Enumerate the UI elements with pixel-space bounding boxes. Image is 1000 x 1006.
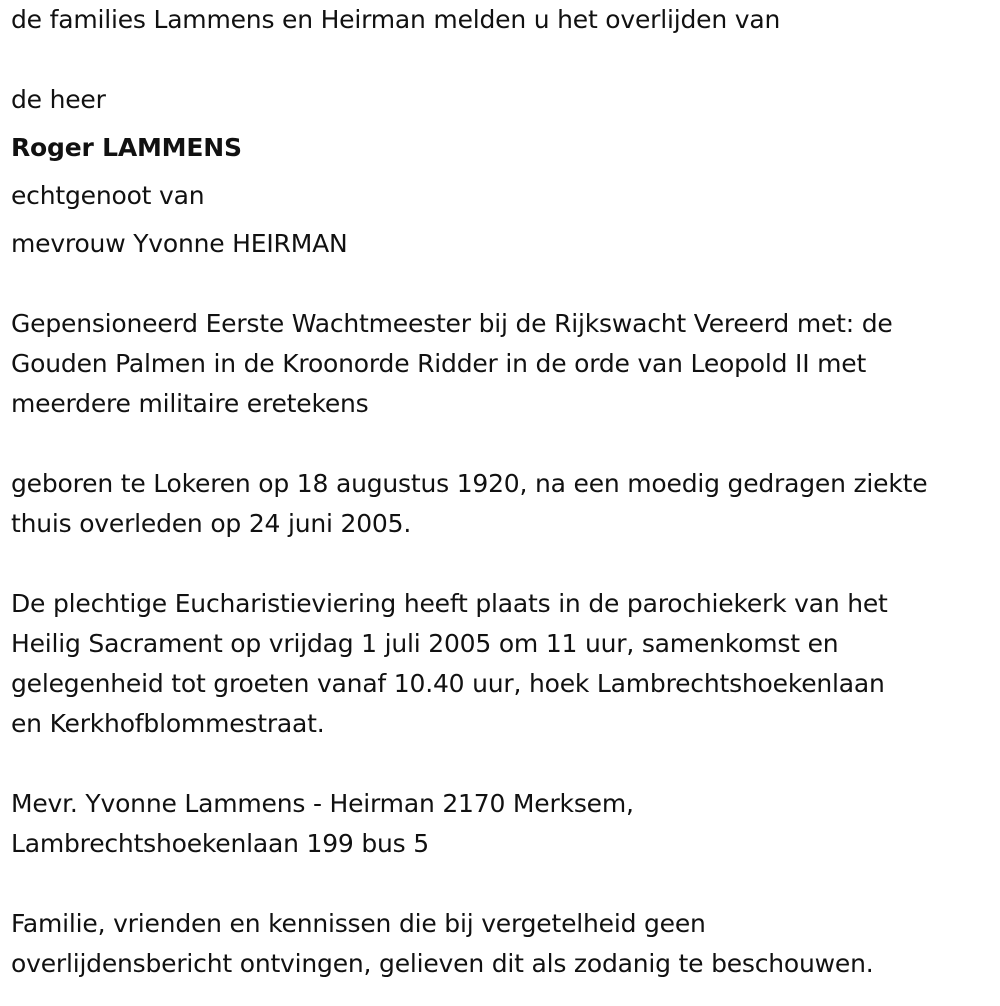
closing-line: Familie, vrienden en kennissen die bij vergetelheid geen bbox=[11, 909, 706, 938]
career-line: Gouden Palmen in de Kroonorde Ridder in de orde van Leopold II met bbox=[11, 349, 867, 378]
relation-text: echtgenoot van bbox=[11, 181, 205, 210]
closing-line: overlijdensbericht ontvingen, gelieven dit als zodanig te beschouwen. bbox=[11, 949, 874, 978]
service-line: gelegenheid tot groeten vanaf 10.40 uur, hoek Lambrechtshoekenlaan bbox=[11, 669, 885, 698]
spouse-name: mevrouw Yvonne HEIRMAN bbox=[11, 229, 348, 258]
spacer bbox=[11, 864, 996, 904]
spacer bbox=[11, 168, 996, 176]
spacer bbox=[11, 744, 996, 784]
spacer bbox=[11, 216, 996, 224]
deceased-name: Roger LAMMENS bbox=[11, 133, 242, 162]
title-prefix: de heer bbox=[11, 85, 106, 114]
closing-paragraph bbox=[11, 904, 996, 984]
death-notice bbox=[11, 0, 996, 984]
service-line: Heilig Sacrament op vrijdag 1 juli 2005 om 11 uur, samenkomst en bbox=[11, 629, 839, 658]
career-line: meerdere militaire eretekens bbox=[11, 389, 369, 418]
career-paragraph bbox=[11, 304, 996, 424]
spacer bbox=[11, 40, 996, 80]
career-line: Gepensioneerd Eerste Wachtmeester bij de Rijkswacht Vereerd met: de bbox=[11, 309, 893, 338]
spacer bbox=[11, 424, 996, 464]
spacer bbox=[11, 120, 996, 128]
address-line: Lambrechtshoekenlaan 199 bus 5 bbox=[11, 829, 429, 858]
life-paragraph bbox=[11, 464, 996, 544]
spacer bbox=[11, 264, 996, 304]
life-line: thuis overleden op 24 juni 2005. bbox=[11, 509, 412, 538]
life-line: geboren te Lokeren op 18 augustus 1920, na een moedig gedragen ziekte bbox=[11, 469, 928, 498]
service-line: De plechtige Eucharistieviering heeft plaats in de parochiekerk van het bbox=[11, 589, 888, 618]
service-line: en Kerkhofblommestraat. bbox=[11, 709, 325, 738]
address-line: Mevr. Yvonne Lammens - Heirman 2170 Merksem, bbox=[11, 789, 634, 818]
service-paragraph bbox=[11, 584, 996, 744]
spacer bbox=[11, 544, 996, 584]
address-paragraph bbox=[11, 784, 996, 864]
intro-text: de families Lammens en Heirman melden u het overlijden van bbox=[11, 5, 781, 34]
